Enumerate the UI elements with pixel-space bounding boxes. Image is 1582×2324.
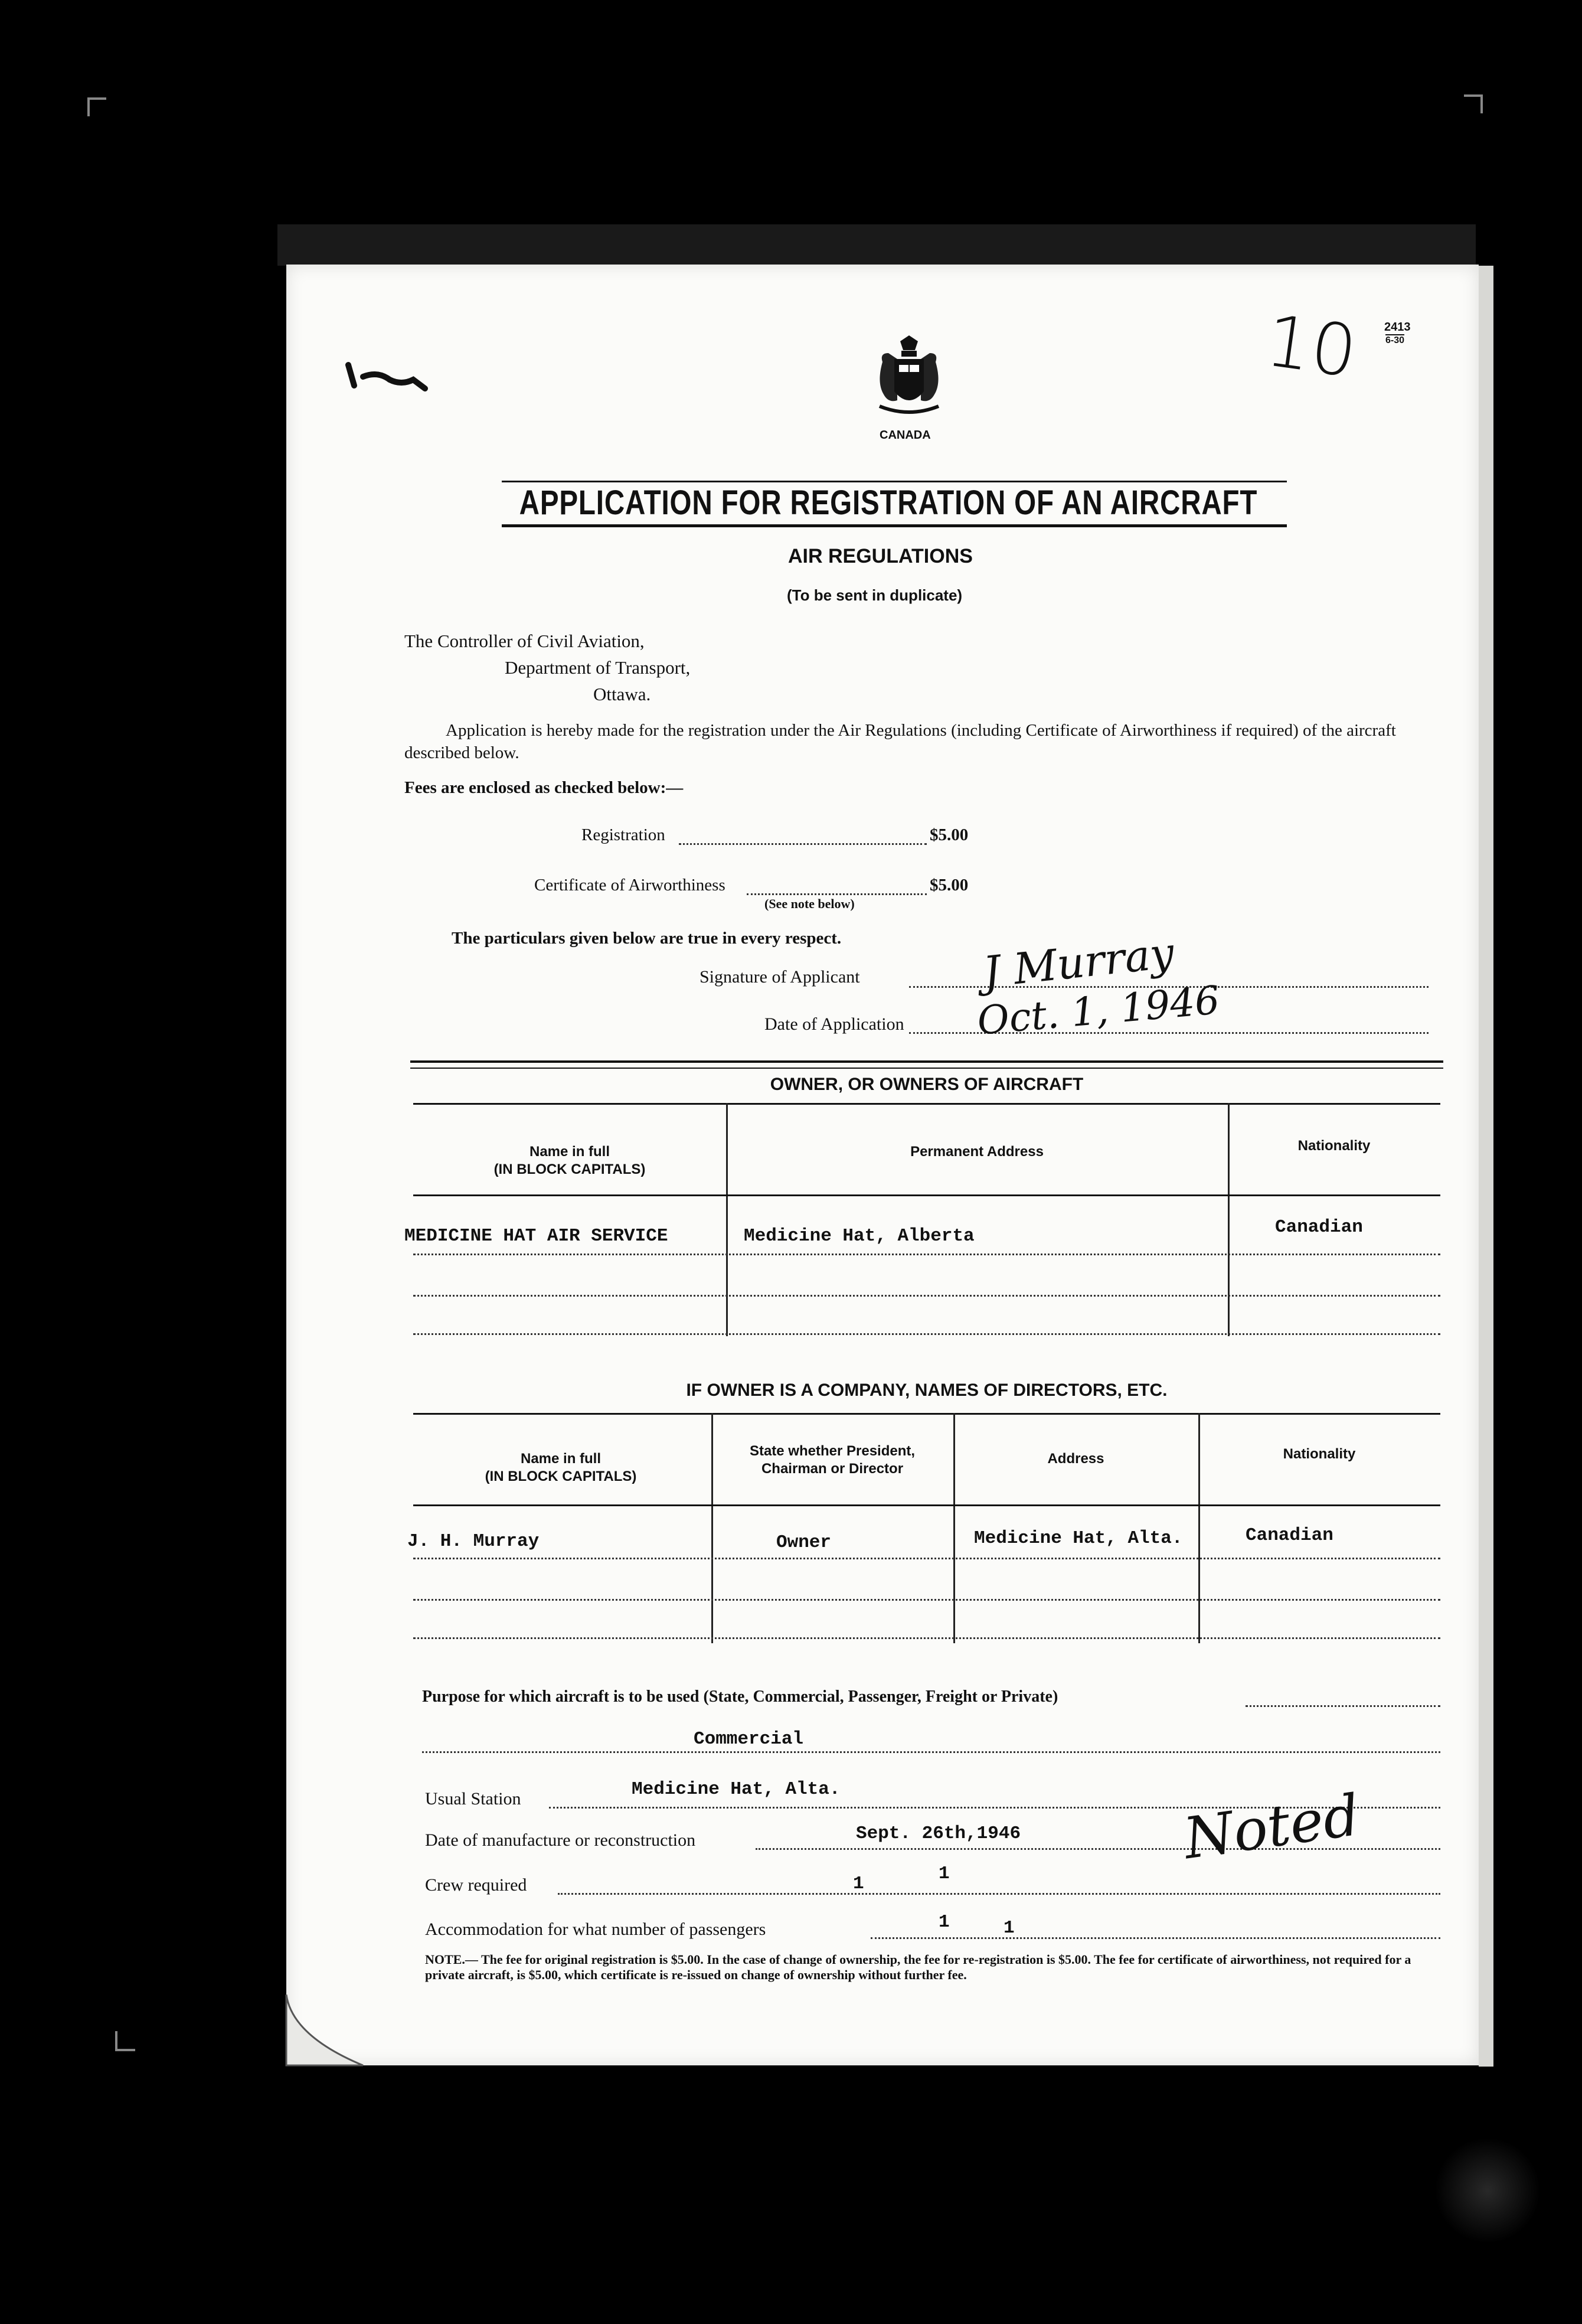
title-rule-top [502, 481, 1287, 482]
director-nationality: Canadian [1246, 1525, 1333, 1546]
owners-heading: OWNER, OR OWNERS OF AIRCRAFT [770, 1075, 1084, 1094]
directors-col-divider-1 [711, 1413, 713, 1643]
purpose-line-1 [1246, 1705, 1440, 1707]
usual-station-value: Medicine Hat, Alta. [632, 1779, 841, 1800]
directors-col-role [714, 1442, 950, 1478]
usual-station-label: Usual Station [425, 1789, 521, 1809]
owner-address: Medicine Hat, Alberta [744, 1226, 975, 1246]
passengers-line [871, 1937, 1440, 1939]
addressee-line-1: The Controller of Civil Aviation, [404, 631, 645, 651]
owners-rule-top-2 [410, 1068, 1443, 1069]
owner-name: MEDICINE HAT AIR SERVICE [404, 1226, 668, 1246]
addressee-line-3: Ottawa. [593, 684, 651, 704]
canada-coat-of-arms-icon [871, 335, 947, 424]
title-rule-bottom [502, 524, 1287, 527]
background-page-edge-top [277, 224, 1476, 266]
fee-registration-label: Registration [581, 825, 665, 844]
purpose-line-2 [422, 1751, 1440, 1753]
directors-col-address [956, 1450, 1195, 1468]
owners-row-line-1 [413, 1254, 1440, 1255]
manufacture-date-value: Sept. 26th,1946 [856, 1823, 1021, 1844]
directors-col-divider-2 [953, 1413, 955, 1643]
directors-col-divider-3 [1198, 1413, 1200, 1643]
directors-row-line-3 [413, 1637, 1440, 1639]
frame-corner-top-right [1464, 94, 1483, 113]
directors-rule-top [413, 1413, 1440, 1415]
application-form [286, 265, 1479, 2065]
directors-heading: IF OWNER IS A COMPANY, NAMES OF DIRECTORS, ETC. [686, 1380, 1168, 1400]
director-role: Owner [776, 1532, 832, 1553]
fee-airworthiness-leader [747, 893, 927, 895]
owners-col-address-text: Permanent Address [910, 1144, 1044, 1160]
owners-row-line-2 [413, 1295, 1440, 1297]
directors-col-name-text: Name in full (IN BLOCK CAPITALS) [485, 1451, 637, 1484]
crew-required-label: Crew required [425, 1875, 527, 1895]
scan-artifact [1434, 2137, 1541, 2244]
owners-row-line-3 [413, 1333, 1440, 1335]
fee-airworthiness-note: (See note below) [764, 896, 855, 911]
passengers-value-2: 1 [1004, 1918, 1015, 1938]
intro-text: Application is hereby made for the registration under the Air Regulations (including Certificate of Airworthiness if required) of the aircraft described below. [404, 721, 1396, 762]
page-curl-corner [274, 1995, 369, 2071]
director-name: J. H. Murray [407, 1531, 540, 1552]
frame-corner-bottom-left [115, 2031, 135, 2051]
director-address: Medicine Hat, Alta. [974, 1528, 1183, 1549]
crew-required-line [558, 1893, 1440, 1895]
addressee-line-2: Department of Transport, [505, 657, 691, 678]
fee-note-text: The fee for original registration is $5.00. In the case of change of ownership, the fee for re-registration is $5.00. The fee for certificate of airworthiness, not required for a private aircraft, is $5.00, which certificate is re-issued on change of ownership without further fee. [425, 1952, 1411, 1982]
fee-note [425, 1952, 1440, 1983]
directors-subheader-rule [413, 1504, 1440, 1506]
crew-required-value-2: 1 [939, 1863, 950, 1884]
owners-col-nationality-text: Nationality [1297, 1138, 1371, 1154]
owners-col-divider-1 [726, 1103, 728, 1336]
directors-col-role-text: State whether President, Chairman or Director [749, 1443, 916, 1477]
form-instruction: (To be sent in duplicate) [787, 586, 963, 604]
frame-corner-top-left [87, 97, 106, 116]
directors-row-line-1 [413, 1558, 1440, 1559]
fee-airworthiness-label: Certificate of Airworthiness [534, 876, 725, 895]
owners-header-rule [413, 1103, 1440, 1105]
signature-label: Signature of Applicant [700, 967, 860, 987]
fee-registration-amount: $5.00 [930, 825, 969, 844]
owners-subheader-rule [413, 1194, 1440, 1196]
fee-note-label: NOTE.— [425, 1952, 478, 1967]
form-subtitle: AIR REGULATIONS [788, 545, 973, 567]
passengers-value-1: 1 [939, 1912, 950, 1933]
directors-col-nationality [1201, 1445, 1437, 1463]
owners-col-name [422, 1143, 717, 1179]
owners-col-nationality [1231, 1137, 1437, 1155]
directors-col-address-text: Address [1047, 1451, 1104, 1467]
fees-label: Fees are enclosed as checked below:— [404, 778, 684, 797]
owners-col-name-text: Name in full (IN BLOCK CAPITALS) [493, 1144, 646, 1177]
background-page-right [1479, 266, 1493, 2067]
signature-value: J Murray [980, 928, 1176, 997]
crew-required-value-1: 1 [853, 1873, 864, 1894]
form-title: APPLICATION FOR REGISTRATION OF AN AIRCRAFT [519, 484, 1258, 522]
scribble-mark [342, 353, 431, 394]
form-number: 2413 [1384, 321, 1411, 334]
directors-col-name [416, 1450, 705, 1486]
owners-col-address [735, 1143, 1219, 1161]
owner-nationality: Canadian [1275, 1217, 1363, 1238]
owners-rule-top [410, 1060, 1443, 1063]
form-number-sub: 6-30 [1385, 335, 1405, 345]
purpose-value: Commercial [694, 1729, 804, 1749]
date-of-application-label: Date of Application [764, 1014, 904, 1034]
owners-col-divider-2 [1228, 1103, 1230, 1336]
directors-col-nationality-text: Nationality [1283, 1446, 1356, 1462]
page-number-handwritten: 10 [1261, 300, 1362, 394]
manufacture-date-label: Date of manufacture or reconstruction [425, 1830, 696, 1850]
date-of-application-value: Oct. 1, 1946 [975, 977, 1222, 1044]
country-label: CANADA [880, 429, 931, 442]
declaration-text: The particulars given below are true in every respect. [452, 929, 842, 948]
noted-stamp-handwritten: Noted [1179, 1781, 1364, 1872]
fee-airworthiness-amount: $5.00 [930, 876, 969, 895]
passengers-label: Accommodation for what number of passengers [425, 1920, 766, 1939]
purpose-label: Purpose for which aircraft is to be used (State, Commercial, Passenger, Freight or Private) [422, 1687, 1058, 1706]
fee-registration-leader [679, 843, 927, 845]
directors-row-line-2 [413, 1599, 1440, 1601]
